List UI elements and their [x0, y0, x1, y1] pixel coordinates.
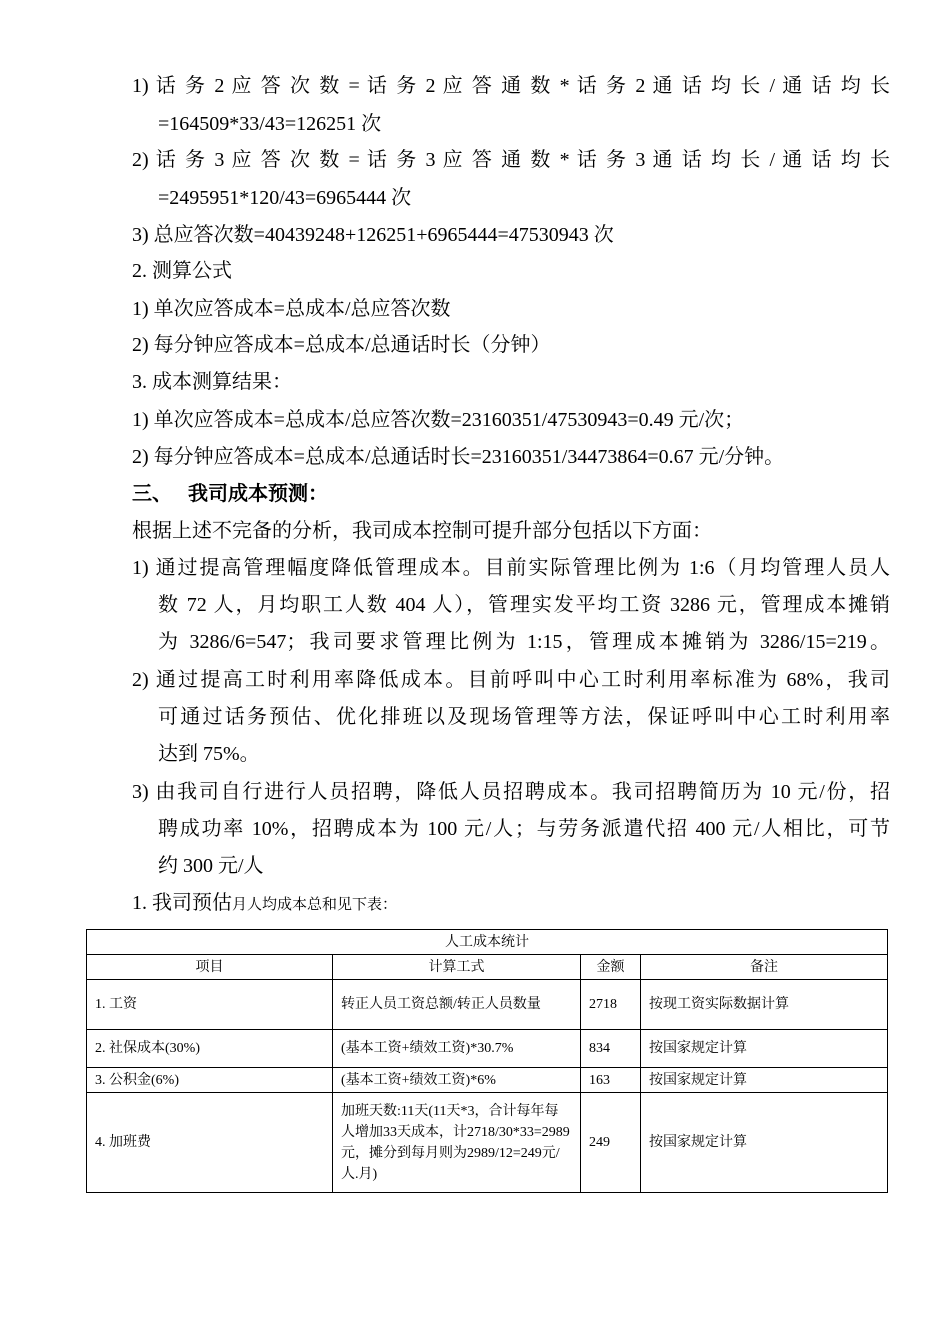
paragraph-line: =164509*33/43=126251 次	[158, 113, 382, 135]
note-cell: 按国家规定计算	[641, 1093, 888, 1193]
table-row	[87, 1030, 888, 1068]
paragraph-line: 可通过话务预估、优化排班以及现场管理等方法，保证呼叫中心工时利用率	[158, 706, 890, 728]
amount-cell: 834	[581, 1030, 641, 1068]
paragraph-line: 根据上述不完备的分析，我司成本控制可提升部分包括以下方面：	[132, 520, 712, 542]
table-header-row	[87, 955, 888, 980]
labor-cost-table	[86, 929, 888, 1193]
amount-cell: 163	[581, 1068, 641, 1093]
amount-cell: 2718	[581, 980, 641, 1030]
item-cell: 4. 加班费	[87, 1093, 333, 1193]
column-header: 备注	[641, 955, 888, 980]
table-intro-tail: 月人均成本总和见下表：	[232, 897, 398, 913]
section-heading	[132, 481, 890, 507]
section-title: 我司成本预测：	[188, 483, 328, 505]
column-header: 项目	[87, 955, 333, 980]
formula-cell: (基本工资+绩效工资)*6%	[333, 1068, 581, 1093]
paragraph-line: 为 3286/6=547；我司要求管理比例为 1:15，管理成本摊销为 3286/15=219。	[158, 631, 890, 653]
section-number: 三、	[132, 483, 172, 505]
table-title: 人工成本统计	[87, 930, 888, 955]
paragraph-line: 约 300 元/人	[158, 855, 264, 877]
paragraph-line: 1) 通过提高管理幅度降低管理成本。目前实际管理比例为 1:6（月均管理人员人	[132, 557, 890, 579]
paragraph-line: 1) 单次应答成本=总成本/总应答次数	[132, 298, 451, 320]
note-cell: 按现工资实际数据计算	[641, 980, 888, 1030]
paragraph-line: 2) 每分钟应答成本=总成本/总通话时长（分钟）	[132, 334, 551, 356]
paragraph-line: 2) 话 务 3 应 答 次 数 = 话 务 3 应 答 通 数 * 话 务 3 通 话 均 长 / 通 话 均 长	[132, 149, 890, 171]
paragraph-line: 聘成功率 10%，招聘成本为 100 元/人；与劳务派遣代招 400 元/人相比，可节	[158, 818, 890, 840]
paragraph-line: 3) 总应答次数=40439248+126251+6965444=47530943 次	[132, 224, 614, 246]
paragraph-line: 2. 测算公式	[132, 260, 232, 282]
paragraph-line: 3. 成本测算结果：	[132, 371, 292, 393]
paragraph-line: 达到 75%。	[158, 743, 260, 765]
note-cell: 按国家规定计算	[641, 1068, 888, 1093]
table-row	[87, 980, 888, 1030]
table-intro-lead: 1. 我司预估	[132, 892, 232, 914]
paragraph-line: 1) 单次应答成本=总成本/总应答次数=23160351/47530943=0.49 元/次；	[132, 409, 745, 431]
formula-cell: (基本工资+绩效工资)*30.7%	[333, 1030, 581, 1068]
formula-cell: 加班天数:11天(11天*3，合计每年每人增加33天成本，计2718/30*33=2989元，摊分到每月则为2989/12=249元/人.月)	[333, 1093, 581, 1193]
paragraph-line: =2495951*120/43=6965444 次	[158, 187, 412, 209]
column-header: 计算工式	[333, 955, 581, 980]
item-cell: 2. 社保成本(30%)	[87, 1030, 333, 1068]
paragraph-line: 2) 通过提高工时利用率降低成本。目前呼叫中心工时利用率标准为 68%，我司	[132, 669, 890, 691]
table-row	[87, 1093, 888, 1193]
paragraph-line: 1) 话 务 2 应 答 次 数 = 话 务 2 应 答 通 数 * 话 务 2 通 话 均 长 / 通 话 均 长	[132, 75, 890, 97]
table-row	[87, 1068, 888, 1093]
column-header: 金额	[581, 955, 641, 980]
formula-cell: 转正人员工资总额/转正人员数量	[333, 980, 581, 1030]
paragraph-line: 3) 由我司自行进行人员招聘，降低人员招聘成本。我司招聘简历为 10 元/份，招	[132, 781, 890, 803]
paragraph-line: 2) 每分钟应答成本=总成本/总通话时长=23160351/34473864=0.67 元/分钟。	[132, 446, 785, 468]
paragraph-line: 数 72 人，月均职工人数 404 人），管理实发平均工资 3286 元，管理成本摊销	[158, 594, 890, 616]
paragraph-line	[132, 890, 890, 918]
amount-cell: 249	[581, 1093, 641, 1193]
item-cell: 3. 公积金(6%)	[87, 1068, 333, 1093]
note-cell: 按国家规定计算	[641, 1030, 888, 1068]
item-cell: 1. 工资	[87, 980, 333, 1030]
